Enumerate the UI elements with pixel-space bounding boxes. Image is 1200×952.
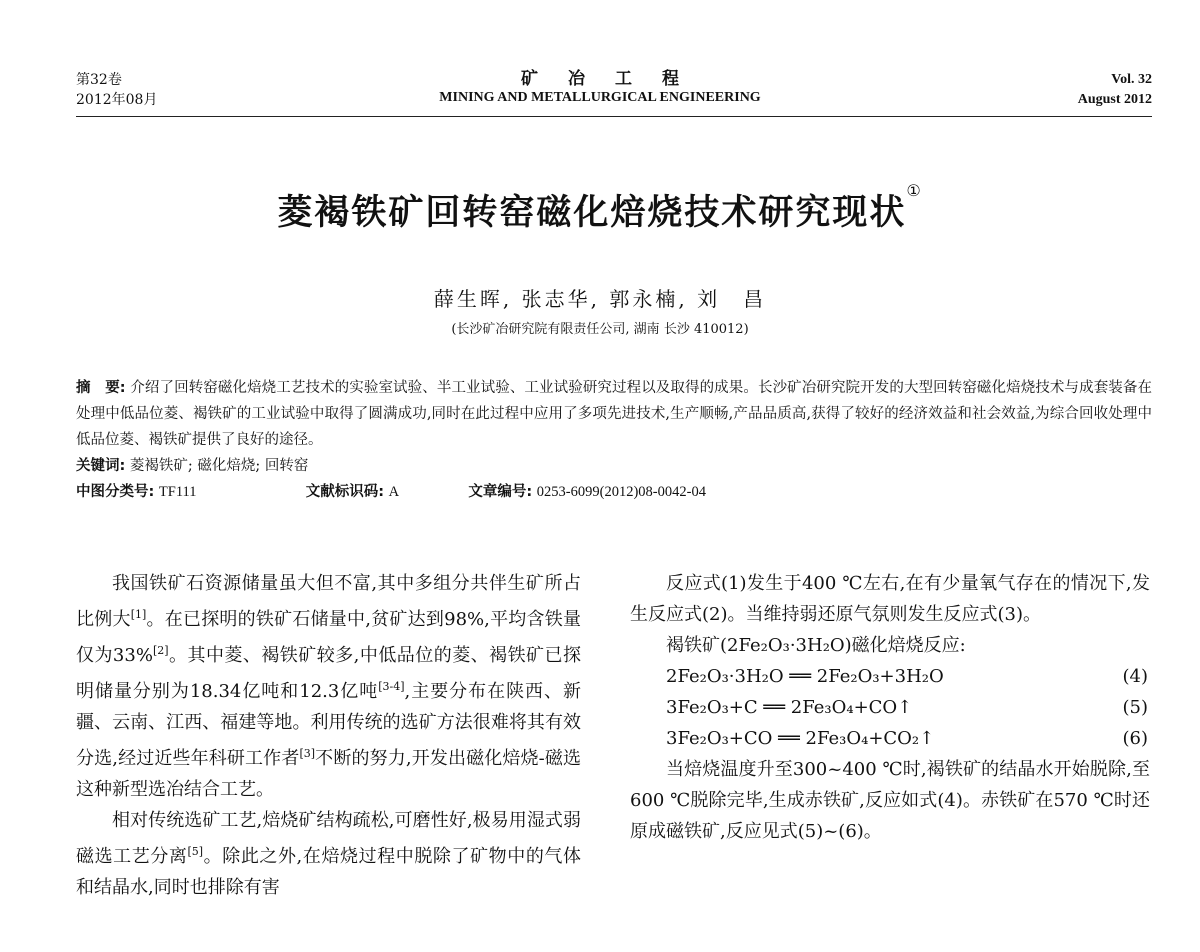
right-column [630,568,1150,847]
right-paragraph-3: 当焙烧温度升至300~400 ℃时,褐铁矿的结晶水开始脱除,至600 ℃脱除完毕,生成赤铁矿,反应如式(4)。赤铁矿在570 ℃时还原成磁铁矿,反应见式(5)~(6)。 [630,759,1150,842]
journal-title-en: MINING AND METALLURGICAL ENGINEERING [439,90,761,105]
right-paragraph-2: 褐铁矿(2Fe₂O₃·3H₂O)磁化焙烧反应: [666,635,966,656]
right-paragraph-1: 反应式(1)发生于400 ℃左右,在有少量氧气存在的情况下,发生反应式(2)。当维持弱还原气氛则发生反应式(3)。 [630,573,1150,625]
article-no-label: 文章编号: [468,484,533,500]
title-footnote-mark: ① [906,181,923,200]
clc-value: TF111 [158,484,197,500]
date-en: August 2012 [1077,92,1152,107]
keywords [76,453,308,479]
header-rule [76,116,1152,117]
abstract [76,375,1152,453]
left-column [76,568,581,903]
affiliation: (长沙矿冶研究院有限责任公司, 湖南 长沙 410012) [451,322,749,337]
journal-title-cn: 矿冶工程 [521,69,709,89]
doc-code-label: 文献标识码: [305,484,385,500]
left-paragraph-2: 相对传统选矿工艺,焙烧矿结构疏松,可磨性好,极易用湿式弱磁选工艺分离[5]。除此之外,在焙烧过程中脱除了矿物中的气体和结晶水,同时也排除有害 [76,810,581,898]
doc-code-value: A [388,484,400,500]
abstract-label: 摘 要: [76,380,126,396]
authors: 薛生晖, 张志华, 郭永楠, 刘 昌 [433,287,767,311]
equation-4: 2Fe₂O₃·3H₂O ══ 2Fe₂O₃+3H₂O (4) [666,666,1148,687]
volume-cn: 第32卷 [76,72,122,88]
left-paragraph-1: 我国铁矿石资源储量虽大但不富,其中多组分共伴生矿所占比例大[1]。在已探明的铁矿石储量中,贫矿达到98%,平均含铁量仅为33%[2]。其中菱、褐铁矿较多,中低品位的菱、褐铁矿已探明储量分别为18.34亿吨和12.3亿吨[3-4],主要分布在陕西、新疆、云南、江西、福建等地。利用传统的选矿方法很难将其有效分选,经过近些年科研工作者[3]不断的努力,开发出磁化焙烧-磁选这种新型选冶结合工艺。 [76,573,581,800]
paper-title: 菱褐铁矿回转窑磁化焙烧技术研究现状① [277,181,923,233]
clc-label: 中图分类号: [76,484,155,500]
volume-en: Vol. 32 [1111,72,1152,87]
equation-5: 3Fe₂O₃+C ══ 2Fe₃O₄+CO↑ (5) [666,697,1148,718]
keywords-label: 关键词: [76,458,126,474]
date-cn: 2012年08月 [76,92,158,108]
classification-line [76,479,706,505]
equation-6: 3Fe₂O₃+CO ══ 2Fe₃O₄+CO₂↑ (6) [666,728,1148,749]
article-no-value: 0253-6099(2012)08-0042-04 [536,484,706,500]
abstract-text: 介绍了回转窑磁化焙烧工艺技术的实验室试验、半工业试验、工业试验研究过程以及取得的成果。长沙矿冶研究院开发的大型回转窑磁化焙烧技术与成套装备在处理中低品位菱、褐铁矿的工业试验中取得了圆满成功,同时在此过程中应用了多项先进技术,生产顺畅,产品品质高,获得了较好的经济效益和社会效益,为综合回收处理中低品位菱、褐铁矿提供了良好的途径。 [76,380,1152,448]
keywords-text: 菱褐铁矿; 磁化焙烧; 回转窑 [129,458,309,474]
